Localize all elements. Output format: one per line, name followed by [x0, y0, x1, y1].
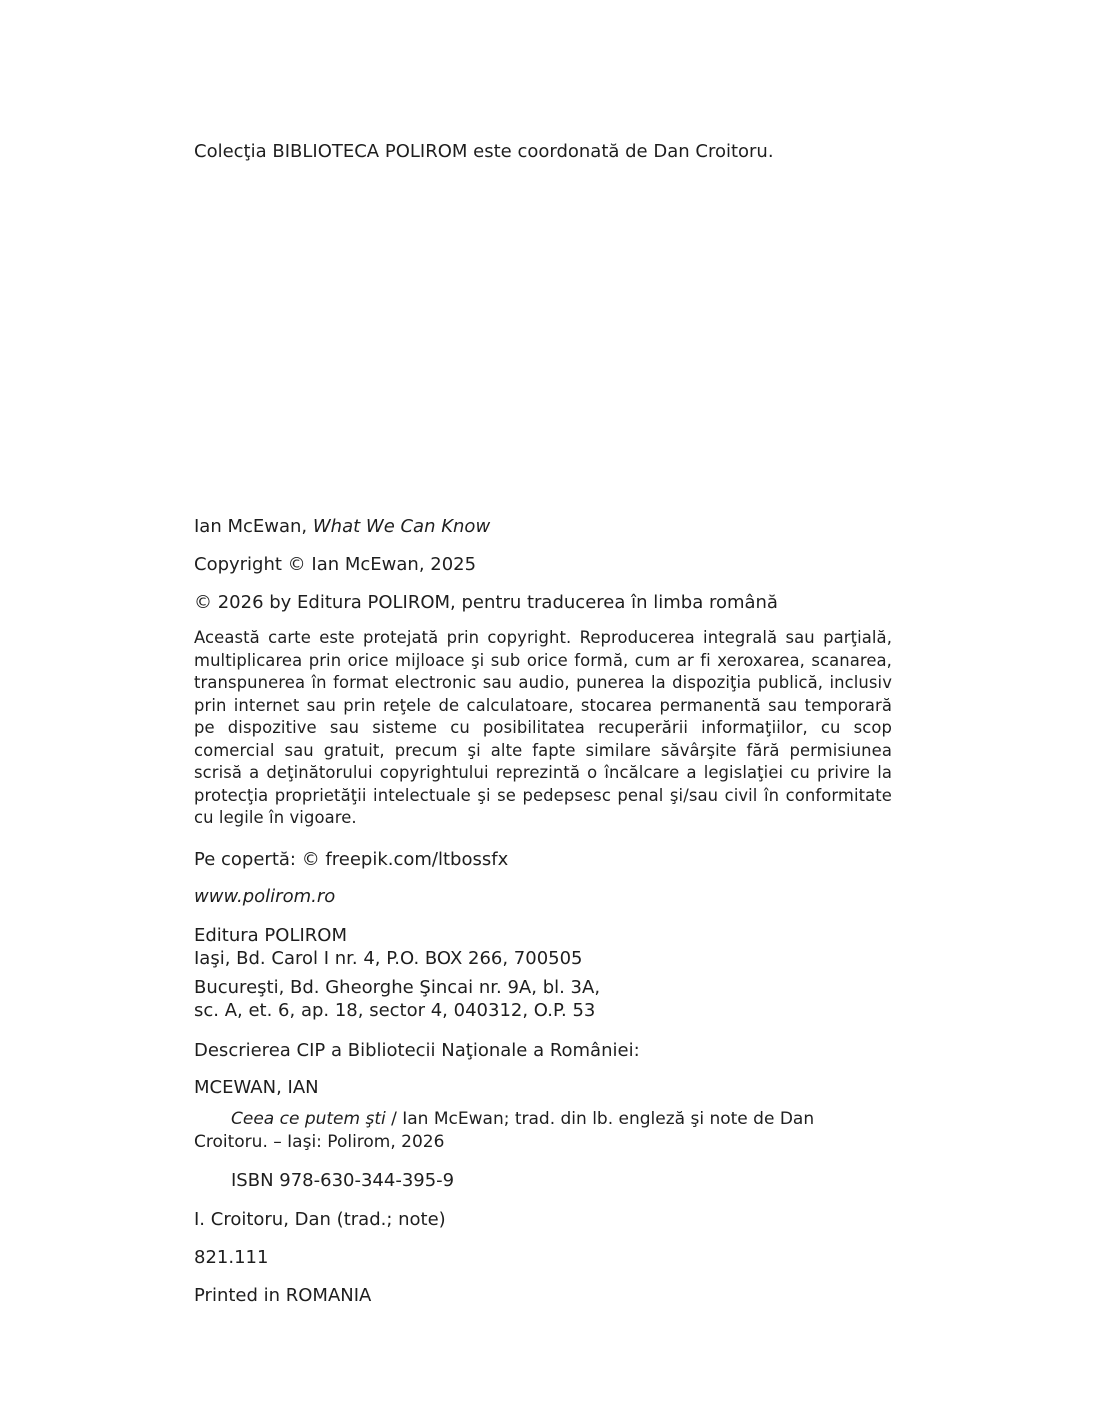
book-title-line [194, 516, 490, 538]
cip-title: Ceea ce putem şti [231, 1109, 386, 1129]
original-author: Ian McEwan, [194, 516, 313, 537]
udc-code: 821.111 [194, 1247, 269, 1268]
cip-author-entry: MCEWAN, IAN [194, 1077, 319, 1098]
publisher-address-iasi: Iaşi, Bd. Carol I nr. 4, P.O. BOX 266, 700505 [194, 948, 583, 969]
publisher-address-bucuresti-1: Bucureşti, Bd. Gheorghe Şincai nr. 9A, bl. 3A, [194, 977, 601, 998]
cip-added-entry: I. Croitoru, Dan (trad.; note) [194, 1209, 446, 1230]
isbn: ISBN 978-630-344-395-9 [231, 1170, 455, 1191]
cip-heading: Descrierea CIP a Bibliotecii Naţionale a României: [194, 1040, 640, 1061]
copyright-author: Copyright © Ian McEwan, 2025 [194, 554, 477, 575]
publisher-name: Editura POLIROM [194, 925, 347, 946]
copyright-publisher: © 2026 by Editura POLIROM, pentru traducerea în limba română [194, 592, 778, 613]
cip-title-description [194, 1108, 892, 1154]
website-link[interactable]: www.polirom.ro [194, 886, 336, 907]
cip-title-details: / Ian McEwan; trad. din lb. engleză şi note de Dan Croitoru. – Iaşi: Polirom, 2026 [194, 1109, 815, 1152]
original-title: What We Can Know [312, 516, 491, 537]
cover-credit: Pe copertă: © freepik.com/ltbossfx [194, 849, 509, 870]
legal-notice: Această carte este protejată prin copyright. Reproducerea integrală sau parţială, multiplicarea prin orice mijloace şi sub orice formă, cum ar fi xeroxarea, scanarea, transpunerea în format electronic sau audio, punerea la dispoziţia publică, inclusiv prin internet sau prin reţele de calculatoare, stocarea permanentă sau temporară pe dispozitive sau sisteme cu posibilitatea recuperării informaţiilor, cu scop comercial sau gratuit, precum şi alte fapte similare săvârşite fără permisiunea scrisă a deţinătorului copyrightului reprezintă o încălcare a legislaţiei cu privire la protecţia proprietăţii intelectuale şi se pedepsesc penal şi/sau civil în conformitate cu legile în vigoare. [194, 628, 892, 827]
collection-note: Colecţia BIBLIOTECA POLIROM este coordonată de Dan Croitoru. [194, 141, 774, 162]
publisher-address-bucuresti-2: sc. A, et. 6, ap. 18, sector 4, 040312, O.P. 53 [194, 1000, 596, 1021]
printed-in: Printed in ROMANIA [194, 1285, 372, 1306]
